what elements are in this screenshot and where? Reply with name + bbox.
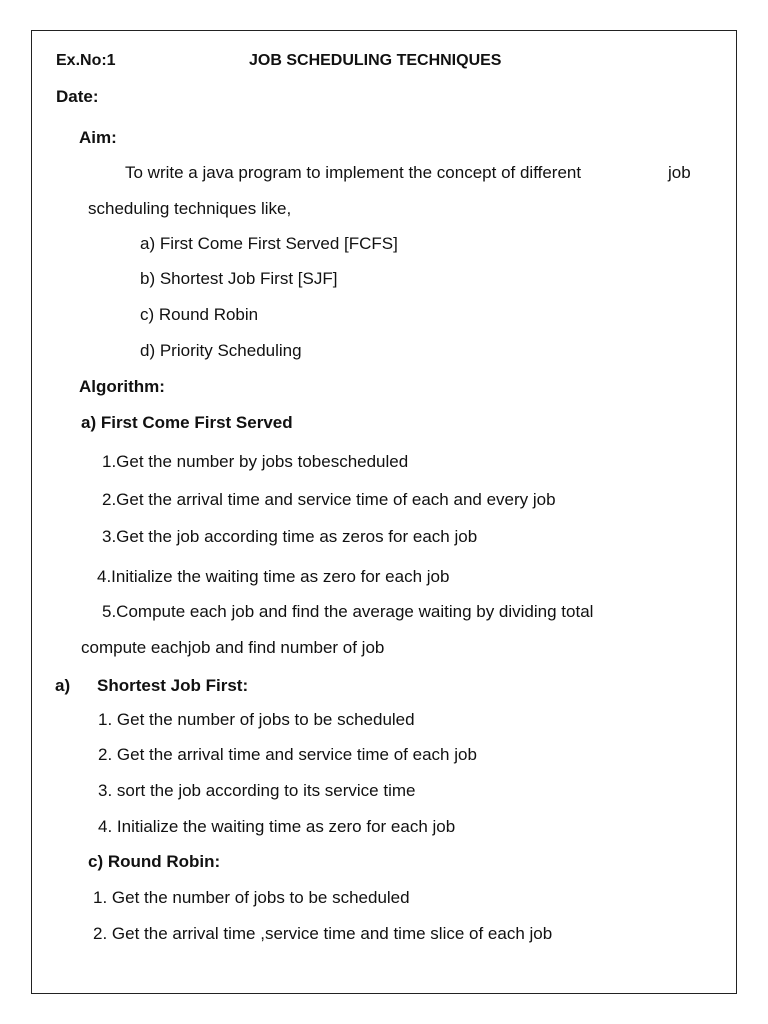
aim-text-line-2: scheduling techniques like, <box>88 199 292 218</box>
fcfs-step: 2.Get the arrival time and service time of each and every job <box>102 490 556 509</box>
sjf-step: 3. sort the job according to its service time <box>98 781 416 800</box>
fcfs-step: 1.Get the number by jobs tobescheduled <box>102 452 409 471</box>
aim-text-line-1: To write a java program to implement the concept of different <box>125 163 582 182</box>
technique-item: a) First Come First Served [FCFS] <box>140 234 398 253</box>
sjf-heading: Shortest Job First: <box>97 676 249 695</box>
fcfs-step-continuation: compute eachjob and find number of job <box>81 638 385 657</box>
page-title: JOB SCHEDULING TECHNIQUES <box>249 52 502 69</box>
rr-step: 1. Get the number of jobs to be scheduled <box>93 888 410 907</box>
sjf-step: 1. Get the number of jobs to be scheduled <box>98 710 415 729</box>
technique-item: d) Priority Scheduling <box>140 341 302 360</box>
sjf-marker: a) <box>55 676 71 695</box>
technique-item: c) Round Robin <box>140 305 259 324</box>
rr-step: 2. Get the arrival time ,service time and time slice of each job <box>93 924 553 943</box>
aim-text-line-1-end: job <box>668 163 691 182</box>
exercise-number: Ex.No:1 <box>56 52 116 69</box>
algorithm-heading: Algorithm: <box>79 377 165 396</box>
rr-heading: c) Round Robin: <box>88 852 221 871</box>
aim-heading: Aim: <box>79 128 117 147</box>
sjf-step: 4. Initialize the waiting time as zero for each job <box>98 817 456 836</box>
sjf-step: 2. Get the arrival time and service time of each job <box>98 745 477 764</box>
fcfs-step: 3.Get the job according time as zeros for each job <box>102 527 478 546</box>
fcfs-heading: a) First Come First Served <box>81 413 293 432</box>
fcfs-step: 4.Initialize the waiting time as zero for each job <box>97 567 450 586</box>
technique-item: b) Shortest Job First [SJF] <box>140 269 338 288</box>
date-label: Date: <box>56 87 99 106</box>
fcfs-step: 5.Compute each job and find the average waiting by dividing total <box>102 602 594 621</box>
